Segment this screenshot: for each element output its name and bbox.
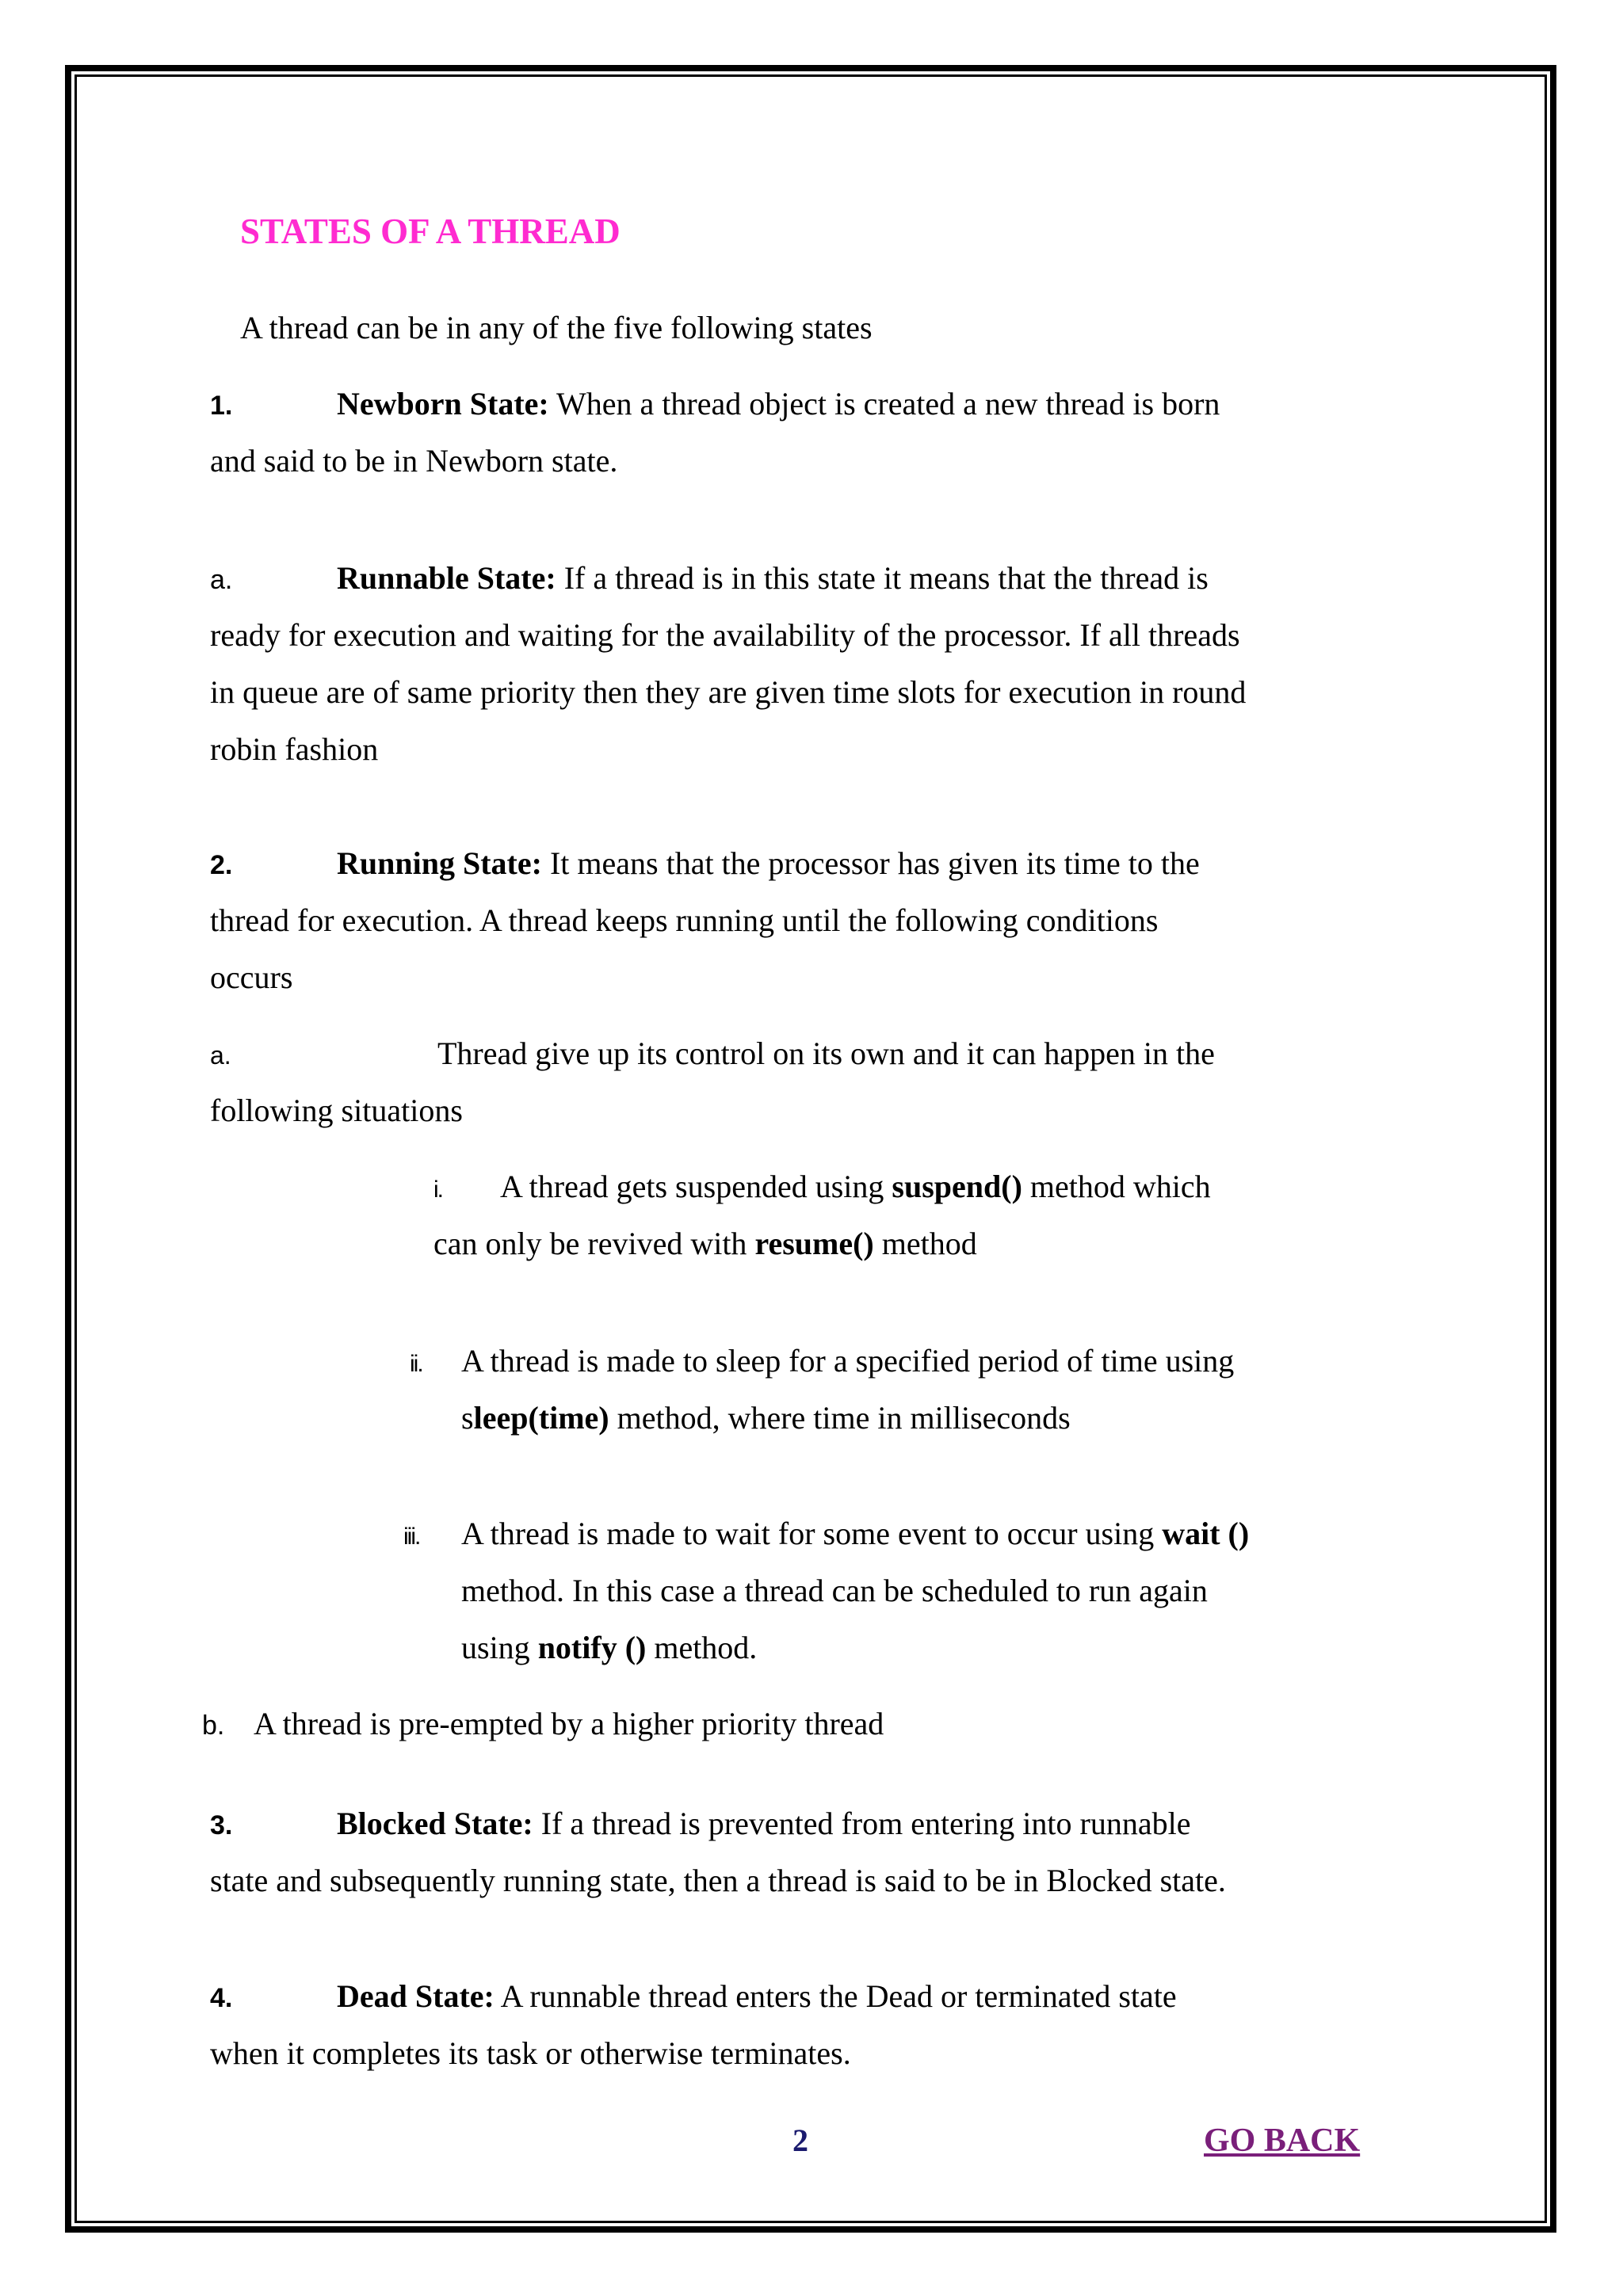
list-label: b. (202, 1711, 225, 1741)
list-label: 1. (210, 391, 233, 421)
running-sub-a-line1: a. Thread give up its control on its own and it can happen in the (210, 1025, 1240, 1084)
running-sub-ii-line2: sleep(time) method, where time in milliseconds (461, 1400, 1071, 1436)
running-sub-iii-line2: method. In this case a thread can be scheduled to run again (461, 1573, 1208, 1608)
list-label: i. (433, 1177, 442, 1203)
list-label: 3. (210, 1810, 233, 1840)
runnable-state-line1: a. Runnable State: If a thread is in this state it means that the thread is (210, 550, 1280, 608)
running-sub-i-line1: i. A thread gets suspended using suspend() method which (433, 1158, 1266, 1219)
running-state-line2: thread for execution. A thread keeps running until the following conditions (210, 902, 1159, 938)
go-back-link[interactable]: GO BACK (1204, 2122, 1361, 2159)
runnable-state-line2: ready for execution and waiting for the availability of the processor. If all threads (210, 617, 1240, 653)
running-state-line3: occurs (210, 959, 293, 995)
running-sub-ii-line1: ii. A thread is made to sleep for a specified period of time using (410, 1333, 1281, 1393)
blocked-state-line1: 3. Blocked State: If a thread is prevented from entering into runnable (210, 1795, 1280, 1854)
newborn-state-line2: and said to be in Newborn state. (210, 443, 618, 479)
running-sub-a-line2: following situations (210, 1093, 463, 1128)
intro-text: A thread can be in any of the five following states (240, 310, 873, 345)
runnable-state-line4: robin fashion (210, 731, 379, 767)
list-label: 4. (210, 1983, 233, 2013)
blocked-state-line2: state and subsequently running state, then a thread is said to be in Blocked state. (210, 1863, 1226, 1898)
term-blocked: Blocked State: (337, 1806, 533, 1841)
running-state-line1: 2. Running State: It means that the processor has given its time to the (210, 835, 1280, 894)
list-label: ii. (410, 1351, 422, 1377)
term-dead: Dead State: (337, 1978, 495, 2014)
list-label: a. (210, 565, 233, 595)
term-newborn: Newborn State: (337, 386, 549, 421)
page-number: 2 (792, 2122, 808, 2158)
list-label: 2. (210, 850, 233, 880)
runnable-state-line3: in queue are of same priority then they are given time slots for execution in round (210, 674, 1247, 710)
list-label: iii. (403, 1524, 420, 1550)
newborn-state-line1: 1. Newborn State: When a thread object is created a new thread is born (210, 376, 1280, 434)
term-runnable: Runnable State: (337, 560, 556, 596)
running-sub-i-line2: can only be revived with resume() method (433, 1226, 977, 1261)
dead-state-line1: 4. Dead State: A runnable thread enters the Dead or terminated state (210, 1968, 1280, 2027)
term-running: Running State: (337, 845, 542, 881)
running-sub-b: b. A thread is pre-empted by a higher priority thread (202, 1695, 1272, 1754)
running-sub-iii-line1: iii. A thread is made to wait for some event to occur using wait () (403, 1505, 1280, 1566)
list-label: a. (210, 1041, 231, 1070)
page-title: STATES OF A THREAD (240, 212, 621, 251)
running-sub-iii-line3: using notify () method. (461, 1630, 758, 1665)
dead-state-line2: when it completes its task or otherwise terminates. (210, 2035, 851, 2071)
